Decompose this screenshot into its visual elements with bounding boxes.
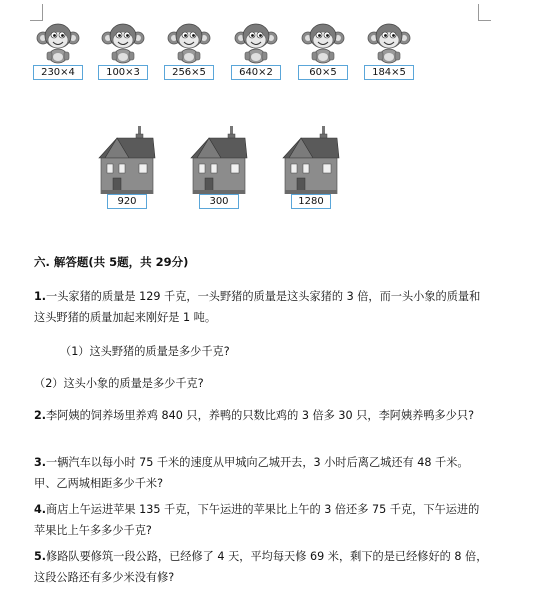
monkey-icon bbox=[231, 22, 281, 64]
page-corner-mark-top-left bbox=[30, 4, 43, 21]
question-number: 1. bbox=[34, 290, 47, 303]
question-number: 2. bbox=[34, 409, 47, 422]
question-number: 4. bbox=[34, 503, 47, 516]
monkey-card bbox=[298, 22, 348, 80]
monkey-card bbox=[98, 22, 148, 80]
monkey-icon bbox=[98, 22, 148, 64]
house-card bbox=[97, 126, 157, 209]
question-text: 修路队要修筑一段公路，已经修了 4 天，平均每天修 69 米，剩下的是已经修好的 8 倍，这段公路还有多少米没有修? bbox=[34, 550, 488, 584]
question-1-sub-1: （1）这头野猪的质量是多少千克? bbox=[60, 345, 230, 358]
monkey-card bbox=[231, 22, 281, 80]
house-icon bbox=[281, 126, 341, 194]
house-card bbox=[281, 126, 341, 209]
question-2 bbox=[34, 405, 489, 426]
monkey-card bbox=[364, 22, 414, 80]
question-text: 一辆汽车以每小时 75 千米的速度从甲城向乙城开去，3 小时后离乙城还有 48 千米。甲、乙两城相距多少千米? bbox=[34, 456, 469, 490]
monkey-card bbox=[164, 22, 214, 80]
house-card bbox=[189, 126, 249, 209]
question-1-sub-2: （2）这头小象的质量是多少千克? bbox=[34, 377, 204, 390]
monkey-expression-label: 640×2 bbox=[231, 65, 281, 80]
monkey-expression-label: 60×5 bbox=[298, 65, 348, 80]
monkey-expression-label: 230×4 bbox=[33, 65, 83, 80]
monkey-expression-label: 184×5 bbox=[364, 65, 414, 80]
house-value-label: 300 bbox=[199, 194, 239, 209]
question-text: 李阿姨的饲养场里养鸡 840 只，养鸭的只数比鸡的 3 倍多 30 只，李阿姨养鸭多少只? bbox=[46, 409, 475, 422]
monkey-expression-label: 100×3 bbox=[98, 65, 148, 80]
monkey-icon bbox=[164, 22, 214, 64]
house-value-label: 1280 bbox=[291, 194, 331, 209]
house-icon bbox=[97, 126, 157, 194]
monkey-icon bbox=[33, 22, 83, 64]
monkey-icon bbox=[298, 22, 348, 64]
house-icon bbox=[189, 126, 249, 194]
page-corner-mark-top-right bbox=[478, 4, 491, 21]
question-4 bbox=[34, 499, 489, 541]
question-3 bbox=[34, 452, 489, 494]
question-text: 商店上午运进苹果 135 千克，下午运进的苹果比上午的 3 倍还多 75 千克，下午运进的苹果比上午多多少千克? bbox=[34, 503, 480, 537]
monkey-icon bbox=[364, 22, 414, 64]
monkey-expression-label: 256×5 bbox=[164, 65, 214, 80]
question-text: 一头家猪的质量是 129 千克，一头野猪的质量是这头家猪的 3 倍，而一头小象的质量和这头野猪的质量加起来刚好是 1 吨。 bbox=[34, 290, 481, 324]
monkey-card bbox=[33, 22, 83, 80]
house-value-label: 920 bbox=[107, 194, 147, 209]
question-number: 3. bbox=[34, 456, 47, 469]
question-5 bbox=[34, 546, 489, 588]
section-title: 六. 解答题(共 5题，共 29分) bbox=[34, 255, 189, 269]
question-1 bbox=[34, 286, 489, 328]
question-number: 5. bbox=[34, 550, 47, 563]
